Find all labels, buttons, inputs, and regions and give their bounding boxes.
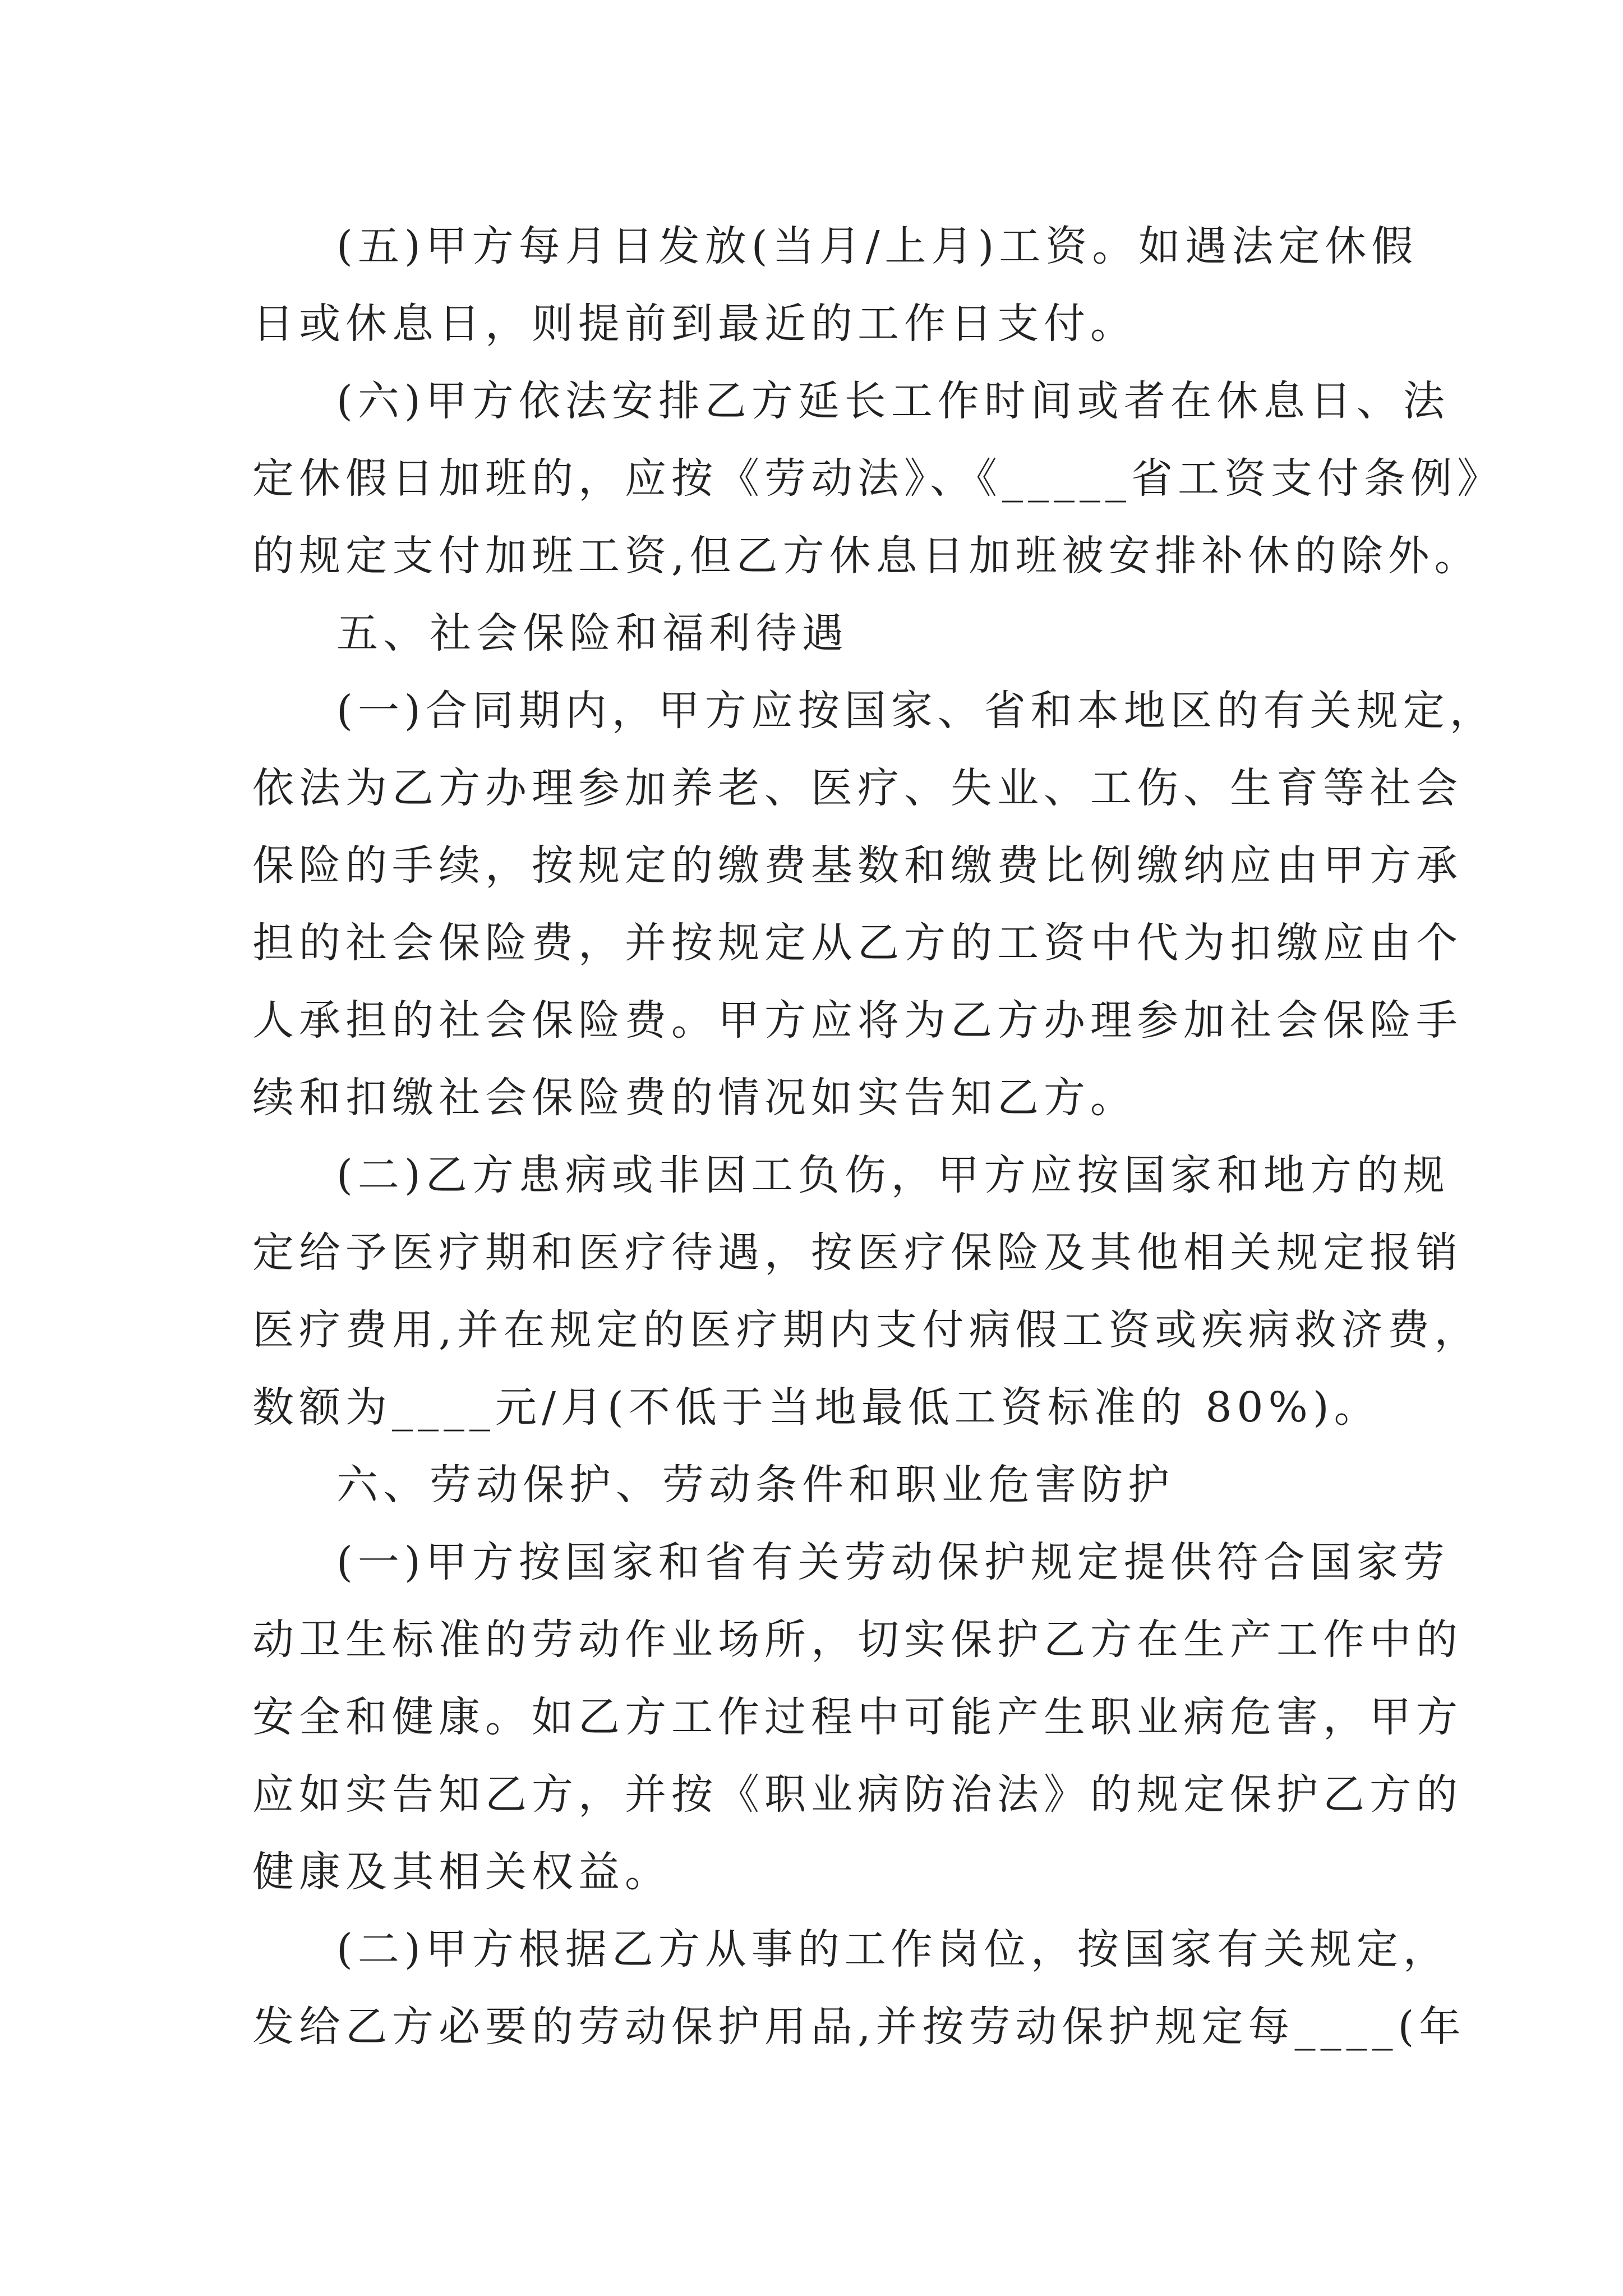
text-line: (六)甲方依法安排乙方延长工作时间或者在休息日、法	[336, 377, 1450, 425]
text-line: 担的社会保险费，并按规定从乙方的工资中代为扣缴应由个	[252, 919, 1463, 967]
text-line: 人承担的社会保险费。甲方应将为乙方办理参加社会保险手	[252, 996, 1463, 1045]
document-page	[252, 208, 1504, 2065]
text-line: 定给予医疗期和医疗待遇，按医疗保险及其他相关规定报销	[252, 1228, 1463, 1277]
text-line: 安全和健康。如乙方工作过程中可能产生职业病危害，甲方	[252, 1693, 1463, 1741]
text-line: 应如实告知乙方，并按《职业病防治法》的规定保护乙方的	[252, 1770, 1463, 1819]
text-line: (二)乙方患病或非因工负伤，甲方应按国家和地方的规	[336, 1151, 1450, 1199]
text-line: 数额为____元/月(不低于当地最低工资标准的 80%)。	[252, 1383, 1381, 1432]
text-line: 保险的手续，按规定的缴费基数和缴费比例缴纳应由甲方承	[252, 841, 1463, 890]
text-line: 续和扣缴社会保险费的情况如实告知乙方。	[252, 1074, 1137, 1122]
section-heading: 六、劳动保护、劳动条件和职业危害防护	[336, 1461, 1174, 1509]
text-line: 日或休息日，则提前到最近的工作日支付。	[252, 300, 1137, 348]
text-line: 医疗费用,并在规定的医疗期内支付病假工资或疾病救济费，	[252, 1306, 1481, 1354]
text-line: 的规定支付加班工资,但乙方休息日加班被安排补休的除外。	[252, 532, 1481, 580]
section-heading: 五、社会保险和福利待遇	[336, 609, 849, 657]
text-line: (二)甲方根据乙方从事的工作岗位，按国家有关规定，	[336, 1925, 1450, 1973]
text-line: (一)甲方按国家和省有关劳动保护规定提供符合国家劳	[336, 1538, 1450, 1586]
text-line: 健康及其相关权益。	[252, 1848, 671, 1896]
text-line: 依法为乙方办理参加养老、医疗、失业、工伤、生育等社会	[252, 764, 1463, 812]
text-line: (五)甲方每月日发放(当月/上月)工资。如遇法定休假	[336, 222, 1418, 270]
text-line: (一)合同期内，甲方应按国家、省和本地区的有关规定，	[336, 687, 1496, 735]
text-line: 动卫生标准的劳动作业场所，切实保护乙方在生产工作中的	[252, 1616, 1463, 1664]
text-line: 定休假日加班的，应按《劳动法》、《_____省工资支付条例》	[252, 454, 1504, 503]
text-line: 发给乙方必要的劳动保护用品,并按劳动保护规定每____(年	[252, 2003, 1466, 2051]
